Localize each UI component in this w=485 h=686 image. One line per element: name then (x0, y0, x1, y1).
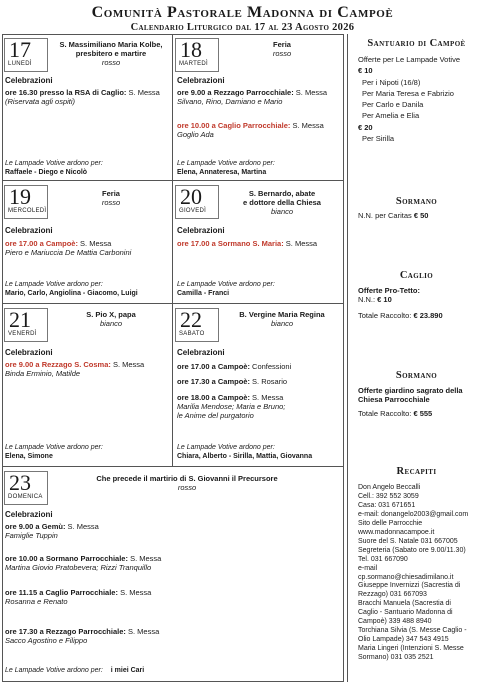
day-name: VENERDÌ (8, 331, 37, 337)
email-link[interactable]: e-mail: donangelo2003@gmail.com (358, 510, 469, 518)
day-cell-18 (173, 34, 344, 180)
liturgical-color: bianco (270, 319, 294, 329)
day-number: 17 (9, 37, 31, 62)
day-cell-22 (173, 304, 344, 466)
mass-entry: ore 10.00 a Caglio Parrocchiale: S. Messa Goglio Ada (177, 121, 324, 140)
secretary-email-link[interactable]: cp.sormano@chiesadimilano.it (358, 573, 454, 581)
date-box (4, 38, 48, 72)
day-number: 19 (9, 184, 31, 209)
caglio-offerings: Offerte Pro-Tetto: N.N.: € 10 Totale Raccolto: € 23.890 (358, 286, 443, 321)
votive-lamps: Le Lampade Votive ardono per: Camilla - Franci (177, 281, 275, 297)
day-name: DOMENICA (8, 494, 43, 500)
votive-lamps: Le Lampade Votive ardono per: Raffaele - Diego e Nicolò (5, 160, 103, 176)
saint-of-day: S. Massimiliano Maria Kolbe, presbitero e martire rosso (50, 40, 172, 67)
votive-lamps: Le Lampade Votive ardono per: Elena, Annateresa, Martina (177, 160, 275, 176)
day-name: GIOVEDÌ (179, 208, 207, 214)
date-box (4, 471, 48, 505)
mass-entry: ore 17.30 a Rezzago Parrocchiale: S. Messa Sacco Agostino e Filippo (5, 627, 160, 646)
liturgical-color: bianco (99, 319, 123, 329)
liturgical-color: rosso (272, 49, 292, 59)
day-name: LUNEDÌ (8, 61, 32, 67)
day-number: 23 (9, 470, 31, 495)
sormano-caritas: N.N. per Caritas € 50 (358, 211, 429, 220)
saint-of-day: Che precede il martirio di S. Giovanni il Precursore rosso (62, 474, 312, 492)
mass-entry: ore 11.15 a Caglio Parrocchiale: S. Messa Rosanna e Renato (5, 588, 152, 607)
website-link[interactable]: www.madonnacampoe.it (358, 528, 435, 536)
liturgical-color: rosso (177, 483, 197, 493)
page-subtitle: Calendario Liturgico dal 17 al 23 Agosto 2026 (130, 21, 355, 33)
celebrations-label: Celebrazioni (5, 76, 53, 85)
celebrations-label: Celebrazioni (177, 226, 225, 235)
celebrations-label: Celebrazioni (5, 510, 53, 519)
celebrations-label: Celebrazioni (5, 226, 53, 235)
day-cell-17 (2, 34, 172, 180)
liturgical-color: bianco (270, 207, 294, 217)
day-name: SABATO (179, 331, 205, 337)
mass-entry: ore 17.00 a Campoè: Confessioni (177, 362, 292, 371)
liturgical-color: rosso (101, 198, 121, 208)
santuario-title: Santuario di Campoè (367, 38, 466, 49)
day-number: 22 (180, 307, 202, 332)
date-box (4, 308, 48, 342)
liturgical-color: rosso (101, 58, 121, 68)
sormano-garden-title: Sormano (395, 370, 438, 381)
day-name: MERCOLEDÌ (8, 208, 47, 214)
date-box (175, 38, 219, 72)
page-title: Comunità Pastorale Madonna di Campoè (91, 4, 394, 21)
celebrations-label: Celebrazioni (5, 348, 53, 357)
day-number: 20 (180, 184, 202, 209)
day-cell-20 (173, 181, 344, 303)
page-header (0, 0, 485, 34)
mass-entry: ore 9.00 a Rezzago Parrocchiale: S. Messa Silvano, Rino, Damiano e Mario (177, 88, 328, 107)
day-cell-19 (2, 181, 172, 303)
celebrations-label: Celebrazioni (177, 76, 225, 85)
votive-lamps: Le Lampade Votive ardono per: Mario, Carlo, Angiolina - Giacomo, Luigi (5, 281, 138, 297)
sidebar-divider (347, 34, 348, 682)
mass-entry: ore 17.00 a Campoè: S. Messa Piero e Mariuccia De Mattia Carbonini (5, 239, 132, 258)
sormano-garden-offerings: Offerte giardino sagrato della Chiesa Parrocchiale Totale Raccolto: € 555 (358, 386, 463, 419)
saint-of-day: S. Bernardo, abate e dottore della Chiesa bianco (221, 189, 343, 216)
saint-of-day: B. Vergine Maria Regina bianco (221, 310, 343, 328)
date-box (4, 185, 48, 219)
votive-lamps: Le Lampade Votive ardono per: Chiara, Alberto - Sirilla, Mattia, Giovanna (177, 444, 313, 460)
mass-entry: ore 16.30 presso la RSA di Caglio: S. Messa (Riservata agli ospiti) (5, 88, 160, 107)
contacts-list: Don Angelo Beccalli Cell.: 392 552 3059 Casa: 031 671651 e-mail: donangelo2003@gmail.com Sito delle Parrocchie www.madonnacampoe.it Suore del S. Natale 031 667005 Segreteria (Sabato ore 9.00/11.30) Tel. 031 667090 e-mail cp.sormano@chiesadimilano.it Giuseppe Invernizzi (Sacrestia di Rezzago) 031 667093 Bracchi Manuela (Sacrestia di Caglio - Santuario Madonna di Campoè) 339 488 8940 Torchiana Silvia (S. Messe Caglio - Olio Lampade) 347 543 4915 Maria Lingeri (Intenzioni S. Messe Sormano) 031 035 2521 (358, 484, 483, 663)
mass-entry: ore 17.30 a Campoè: S. Rosario (177, 377, 288, 386)
day-number: 21 (9, 307, 31, 332)
saint-of-day: Feria rosso (50, 189, 172, 207)
contacts-title: Recapiti (396, 466, 437, 477)
date-box (175, 308, 219, 342)
saint-of-day: Feria rosso (221, 40, 343, 58)
day-name: MARTEDÌ (179, 61, 208, 67)
caglio-title: Caglio (399, 270, 434, 281)
saint-of-day: S. Pio X, papa bianco (50, 310, 172, 328)
celebrations-label: Celebrazioni (177, 348, 225, 357)
votive-lamps: Le Lampade Votive ardono per: i miei Cari (5, 667, 145, 674)
mass-entry: ore 9.00 a Rezzago S. Cosma: S. Messa Binda Erminio, Matilde (5, 360, 145, 379)
mass-entry: ore 18.00 a Campoè: S. Messa Marilia Mendose; Maria e Bruno; le Anime del purgatorio (177, 393, 286, 421)
day-cell-23 (2, 467, 344, 681)
day-number: 18 (180, 37, 202, 62)
votive-lamps: Le Lampade Votive ardono per: Elena, Simone (5, 444, 103, 460)
mass-entry: ore 17.00 a Sormano S. Maria: S. Messa (177, 239, 318, 248)
santuario-offerings: Offerte per Le Lampade Votive € 10 Per i Nipoti (16/8) Per Maria Teresa e Fabrizio Per Carlo e Danila Per Amelia e Elia € 20 Per Sirilla (358, 55, 461, 143)
mass-entry: ore 9.00 a Gemù: S. Messa Famiglie Tuppin (5, 522, 99, 541)
mass-entry: ore 10.00 a Sormano Parrocchiale: S. Messa Martina Giovio Pratobevera; Rizzi Tranquillo (5, 554, 162, 573)
date-box (175, 185, 219, 219)
sormano-title: Sormano (395, 196, 438, 207)
day-cell-21 (2, 304, 172, 466)
